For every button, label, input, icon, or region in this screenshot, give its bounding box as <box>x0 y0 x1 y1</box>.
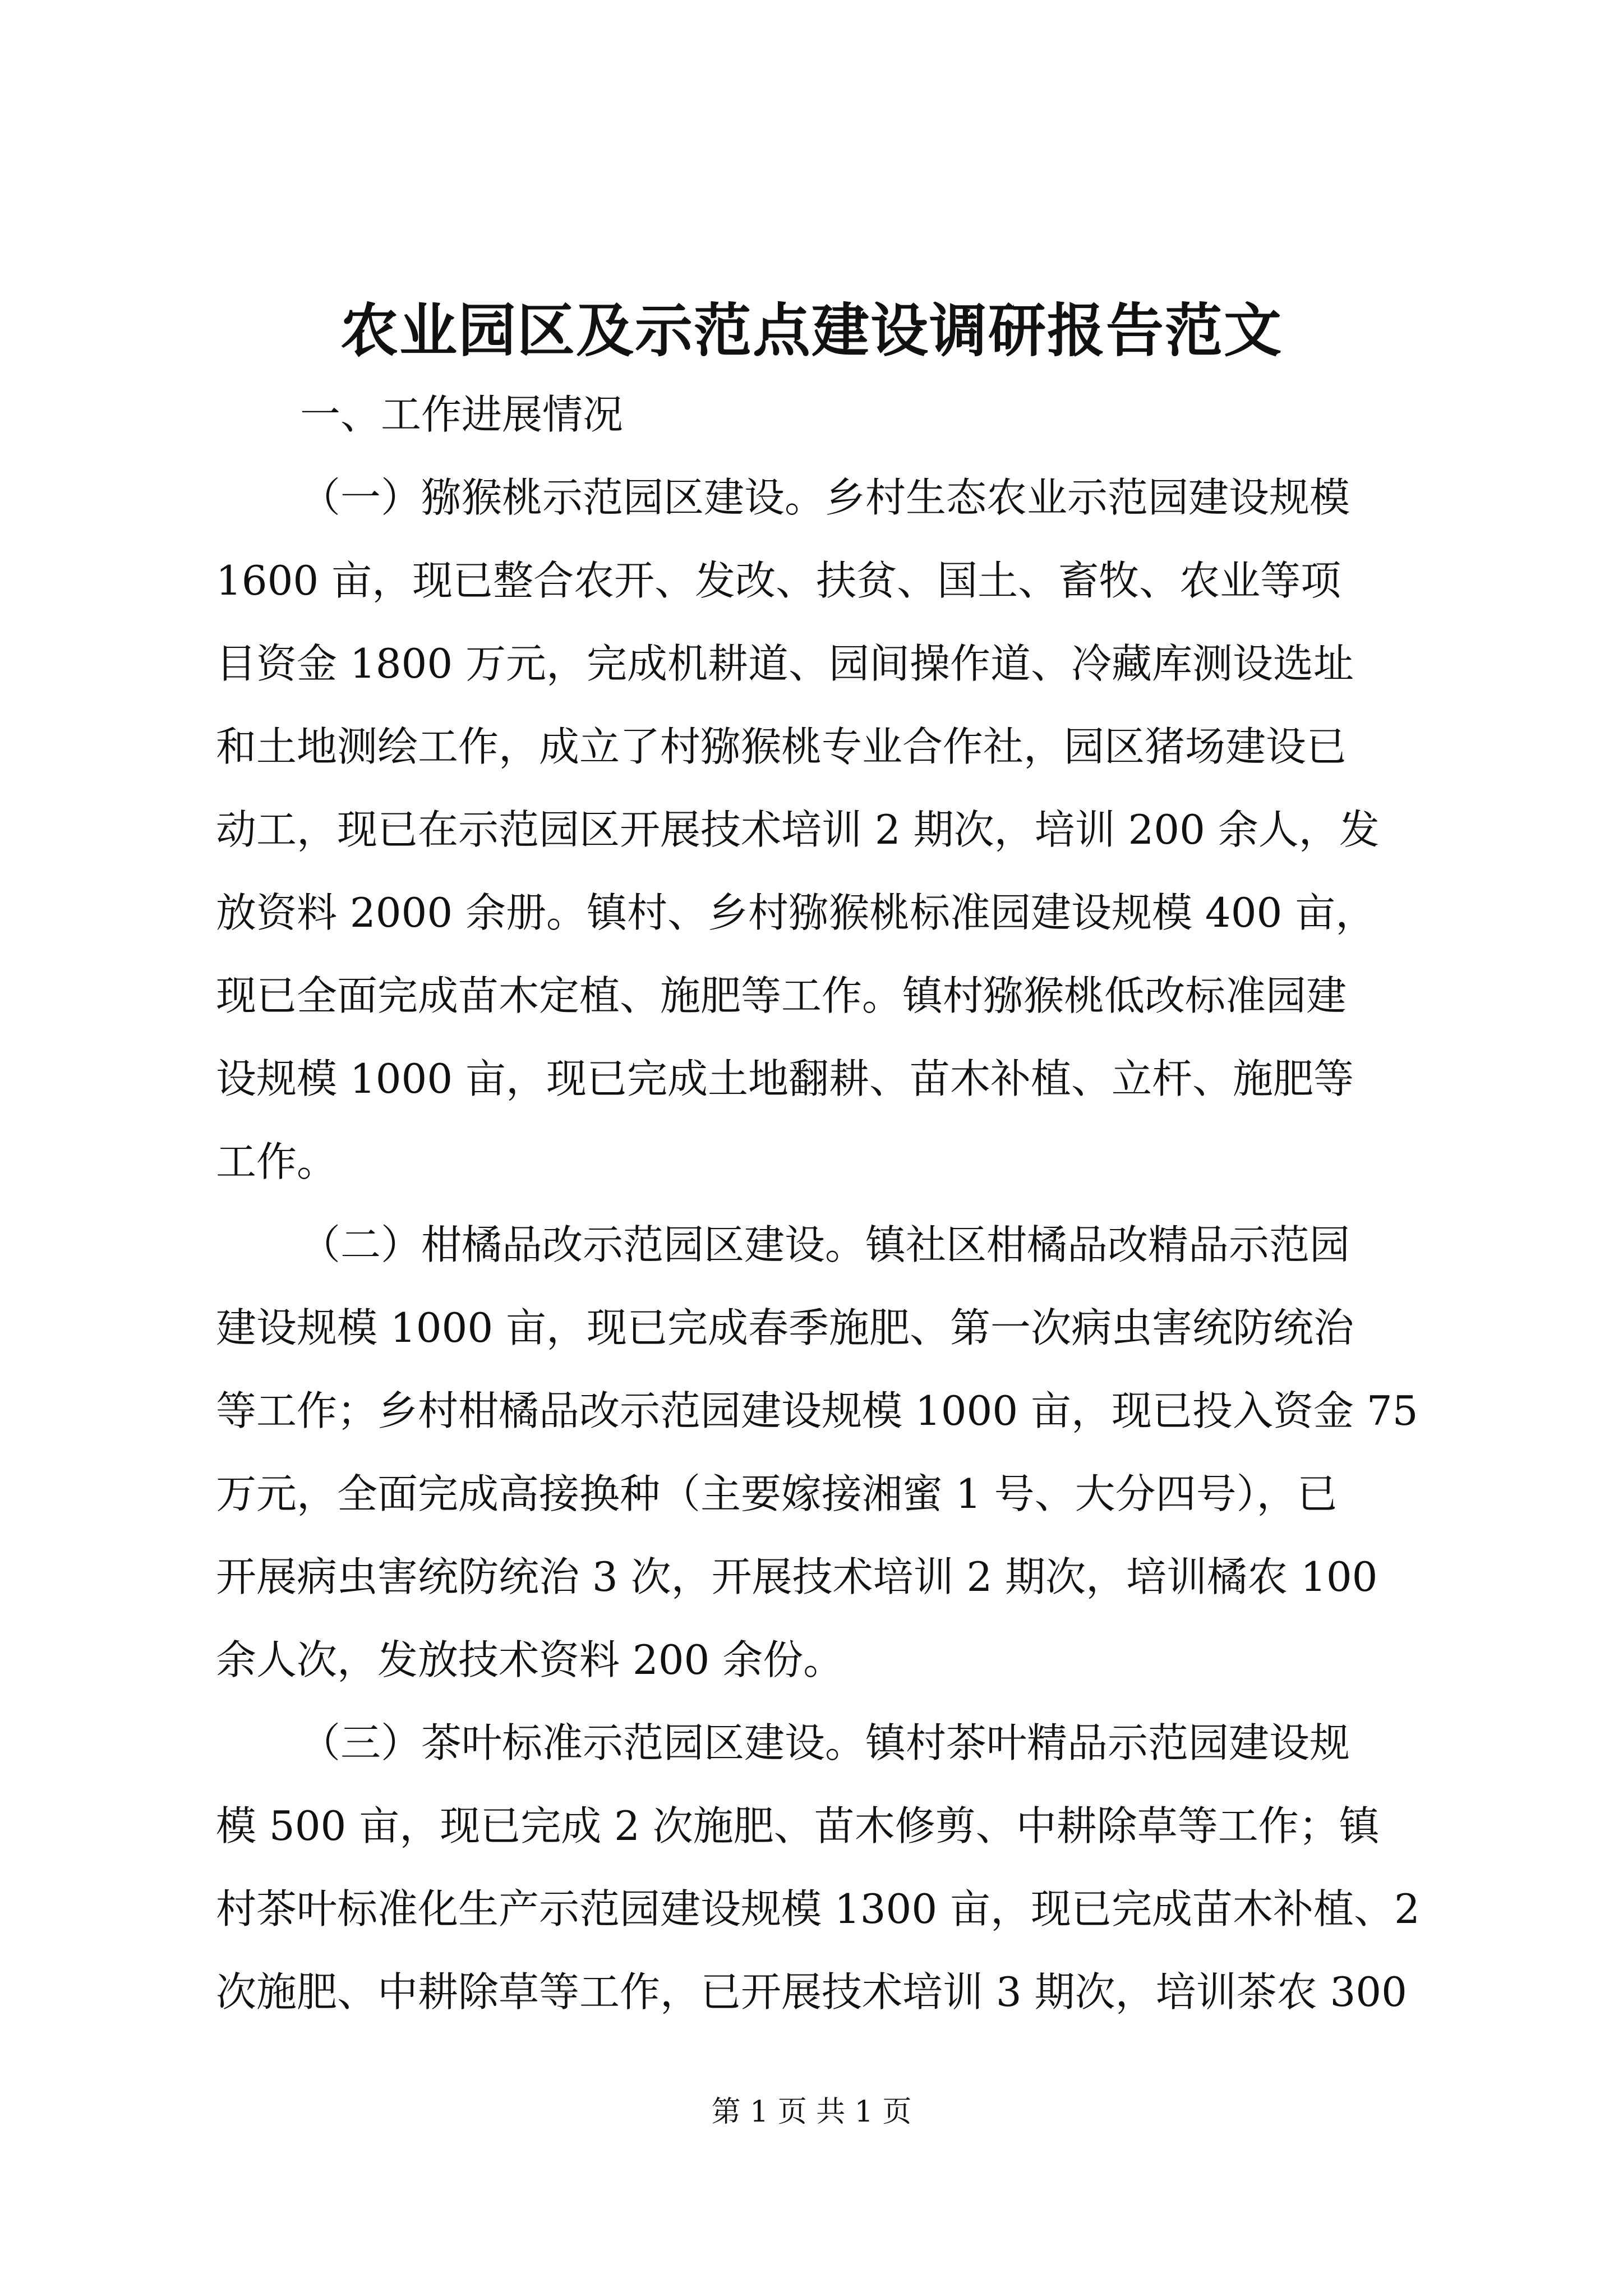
paragraph-1-line-8: 设规模 1000 亩，现已完成土地翻耕、苗木补植、立杆、施肥等 <box>216 1055 1354 1102</box>
paragraph-1-line-6: 放资料 2000 余册。镇村、乡村猕猴桃标准园建设规模 400 亩， <box>216 889 1376 936</box>
paragraph-1-line-7: 现已全面完成苗木定植、施肥等工作。镇村猕猴桃低改标准园建 <box>216 972 1347 1019</box>
paragraph-1-line-1: （一）猕猴桃示范园区建设。乡村生态农业示范园建设规模 <box>300 474 1350 521</box>
paragraph-3-line-3: 村茶叶标准化生产示范园建设规模 1300 亩，现已完成苗木补植、2 <box>216 1885 1420 1932</box>
paragraph-2-line-3: 等工作；乡村柑橘品改示范园建设规模 1000 亩，现已投入资金 75 <box>216 1387 1418 1434</box>
paragraph-2-line-6: 余人次，发放技术资料 200 余份。 <box>216 1636 844 1683</box>
paragraph-3-line-4: 次施肥、中耕除草等工作，已开展技术培训 3 期次，培训茶农 300 <box>216 1968 1407 2016</box>
paragraph-1-line-3: 目资金 1800 万元，完成机耕道、园间操作道、冷藏库测设选址 <box>216 640 1354 687</box>
paragraph-2-line-2: 建设规模 1000 亩，现已完成春季施肥、第一次病虫害统防统治 <box>216 1304 1354 1351</box>
paragraph-3-line-2: 模 500 亩，现已完成 2 次施肥、苗木修剪、中耕除草等工作；镇 <box>216 1802 1380 1849</box>
section-heading: 一、工作进展情况 <box>300 391 624 438</box>
paragraph-1-line-9: 工作。 <box>216 1138 338 1185</box>
paragraph-2-line-4: 万元，全面完成高接换种（主要嫁接湘蜜 1 号、大分四号），已 <box>216 1470 1338 1517</box>
paragraph-1-line-4: 和土地测绘工作，成立了村猕猴桃专业合作社，园区猪场建设已 <box>216 723 1347 770</box>
paragraph-1-line-2: 1600 亩，现已整合农开、发改、扶贫、国土、畜牧、农业等项 <box>216 557 1341 604</box>
paragraph-1-line-5: 动工，现已在示范园区开展技术培训 2 期次，培训 200 余人，发 <box>216 806 1380 853</box>
document-title: 农业园区及示范点建设调研报告范文 <box>340 297 1283 365</box>
paragraph-2-line-5: 开展病虫害统防统治 3 次，开展技术培训 2 期次，培训橘农 100 <box>216 1553 1378 1600</box>
page-footer: 第 1 页 共 1 页 <box>711 2095 912 2129</box>
paragraph-2-line-1: （二）柑橘品改示范园区建设。镇社区柑橘品改精品示范园 <box>300 1221 1350 1268</box>
paragraph-3-line-1: （三）茶叶标准示范园区建设。镇村茶叶精品示范园建设规 <box>300 1719 1350 1766</box>
document-body <box>216 373 1478 2033</box>
